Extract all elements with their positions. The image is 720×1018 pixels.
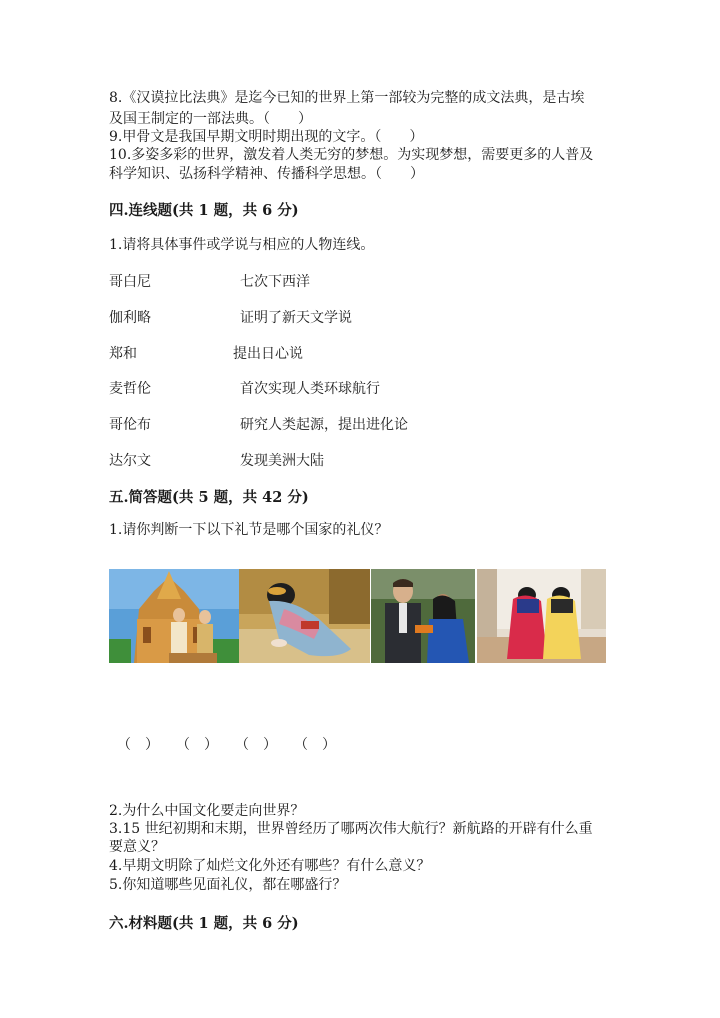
section-5-question-5: 5.你知道哪些见面礼仪，都在哪盛行？ [109, 877, 347, 893]
photo-japanese-bow [239, 569, 370, 663]
answer-blanks [117, 734, 353, 754]
match-right-5: 研究人类起源，提出进化论 [240, 417, 408, 433]
match-right-6: 发现美洲大陆 [240, 453, 324, 469]
photo-korean-bow [477, 569, 606, 663]
question-8-line-2: 及国王制定的一部法典。（ ） [109, 111, 312, 127]
question-10-line-1: 10.多姿多彩的世界，激发着人类无穷的梦想。为实现梦想，需要更多的人普及 [109, 147, 594, 163]
section-5-heading: 五.简答题(共 5 题，共 42 分) [109, 489, 309, 506]
answer-blank-2[interactable]: （ ） [176, 737, 218, 753]
question-9: 9.甲骨文是我国早期文明时期出现的文字。（ ） [109, 129, 424, 145]
section-5-question-2: 2.为什么中国文化要走向世界？ [109, 803, 305, 819]
match-left-6: 达尔文 [109, 453, 151, 469]
answer-blank-4[interactable]: （ ） [294, 737, 336, 753]
section-5-question-1: 1.请你判断一下以下礼节是哪个国家的礼仪？ [109, 522, 389, 538]
section-4-heading: 四.连线题(共 1 题，共 6 分) [109, 202, 299, 219]
section-6-heading: 六.材料题(共 1 题，共 6 分) [109, 915, 299, 932]
match-left-4: 麦哲伦 [109, 381, 151, 397]
answer-blank-3[interactable]: （ ） [235, 737, 277, 753]
match-right-4: 首次实现人类环球航行 [240, 381, 380, 397]
question-10-line-2: 科学知识、弘扬科学精神、传播科学思想。（ ） [109, 166, 424, 182]
match-left-5: 哥伦布 [109, 417, 151, 433]
match-left-3: 郑和 [109, 346, 137, 362]
answer-blank-1[interactable]: （ ） [117, 737, 159, 753]
match-left-2: 伽利略 [109, 310, 151, 326]
section-5-question-3-line-1: 3.15 世纪初期和末期，世界曾经历了哪两次伟大航行？新航路的开辟有什么重 [109, 821, 593, 837]
section-4-question-1: 1.请将具体事件或学说与相应的人物连线。 [109, 237, 375, 253]
match-right-3: 提出日心说 [233, 346, 303, 362]
match-right-2: 证明了新天文学说 [240, 310, 352, 326]
photo-thai-greeting [109, 569, 239, 663]
photo-indian-greeting [371, 569, 475, 663]
section-5-question-3-line-2: 要意义？ [109, 839, 165, 855]
section-5-question-4: 4.早期文明除了灿烂文化外还有哪些？有什么意义？ [109, 858, 431, 874]
match-right-1: 七次下西洋 [240, 274, 310, 290]
match-left-1: 哥白尼 [109, 274, 151, 290]
question-8-line-1: 8.《汉谟拉比法典》是迄今已知的世界上第一部较为完整的成文法典，是古埃 [109, 90, 585, 106]
